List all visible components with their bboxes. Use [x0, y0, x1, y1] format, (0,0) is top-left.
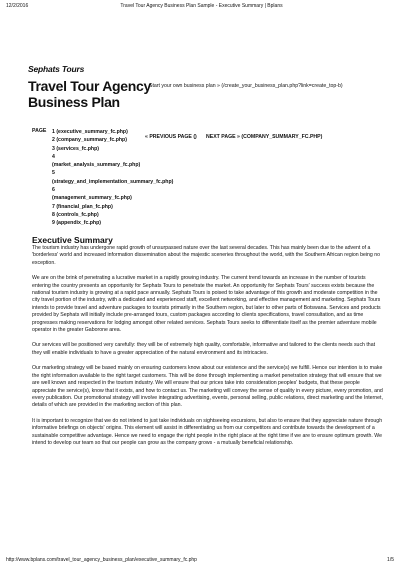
print-page-title: Travel Tour Agency Business Plan Sample - Executive Summary | Bplans: [120, 3, 283, 9]
page-link-4[interactable]: 4: [52, 153, 55, 160]
print-header: [0, 3, 403, 13]
next-page-link[interactable]: NEXT PAGE » (COMPANY_SUMMARY_FC.PHP): [206, 134, 323, 140]
page-link-3[interactable]: 3 (services_fc.php): [52, 145, 99, 152]
page-link-7[interactable]: 7 (financial_plan_fc.php): [52, 203, 113, 210]
page-link-6-target[interactable]: (management_summary_fc.php): [52, 195, 132, 202]
executive-summary-body: [32, 245, 384, 455]
paragraph: We are on the brink of penetrating a lucrative market in a rapidly growing industry. The current trend towards an increase in the number of tourists entering the country presents an opportunity for Sephats Tours to penetrate the market. An opportunity for Sephats Tours' success exists because the national tourism industry is growing at a rapid pace annually. Sephats Tours is poised to take advantage of this growth and moderate competition in the city travel portion of the industry, with a dedicated and experienced staff, excellent networking, and effective management and marketing. Sephats Tours intends to provide travel and adventure packages to tourists primarily in the Southern region, but later to other parts of Botswana. Services and products provided by Sephats will initially include pre-arranged tours, custom packages according to clients specifications, travel consultation, and as time progresses making reservations for lodging amongst other related services. Sephats Tours seeks to differentiate itself as the premier adventure mobile operator in the greater Gaborone area.: [32, 275, 381, 334]
page-label: PAGE: [32, 128, 47, 134]
print-date: 12/2/2016: [6, 3, 29, 9]
page-link-2[interactable]: 2 (company_summary_fc.php): [52, 137, 127, 144]
page-link-6[interactable]: 6: [52, 187, 55, 194]
section-heading: Executive Summary: [32, 235, 113, 245]
page-title: Travel Tour Agency Business Plan: [28, 78, 151, 110]
footer-url: http://www.bplans.com/travel_tour_agency_business_plan/executive_summary_fc.php: [6, 557, 197, 563]
paragraph: Our services will be positioned very carefully: they will be of extremely high quality, comfortable, informative and tailored to the clients needs such that they will enable individuals to have a greater appreciation of the natural environment and its intricacies.: [32, 342, 376, 356]
page-link-8[interactable]: 8 (controls_fc.php): [52, 211, 99, 218]
page-list: [52, 128, 182, 228]
paragraph: It is important to recognize that we do not intend to just take individuals on sightseeing excursions, but also to ensure that they appreciate nature through informative briefings on objects' origins. This element will assist in differentiating us from our competitors and contribute towards the development of a sustainable competitive advantage. Hence we need to engage the right people in the right place at the right time if we are to ensure optimum growth. We intend to develop our team so that our people can grow as the company grows - a mutually beneficial relationship.: [32, 417, 383, 446]
company-name: Sephats Tours: [28, 64, 85, 74]
start-plan-link-text[interactable]: Start your own business plan » (/create_your_business_plan.php?link=create_top-b): [149, 83, 343, 89]
footer-page-number: 1/5: [387, 557, 394, 563]
paragraph: Our marketing strategy will be based mainly on ensuring customers know about our existence and the service(s) we fulfill. Hence our intention is to make the right information available to the right target customers. This will be done through implementing a market penetration strategy that will ensure that we are well known and respected in the tourism industry. We will ensure that our prices take into consideration peoples' budgets, that these people appreciate the service(s), know that it exists, and how to contact us. The marketing will convey the sense of quality in every picture, every promotion, and every publication. Our promotional strategy will involve integrating advertising, events, personal selling, public relations, direct marketing and the Internet, details of which are provided in the marketing section of this plan.: [32, 365, 383, 409]
page-link-4-target[interactable]: (market_analysis_summary_fc.php): [52, 162, 141, 169]
page-link-9[interactable]: 9 (appendix_fc.php): [52, 220, 101, 227]
page-link-5[interactable]: 5: [52, 170, 55, 177]
start-plan-link[interactable]: [149, 83, 384, 90]
page-link-5-target[interactable]: (strategy_and_implementation_summary_fc.php): [52, 178, 174, 185]
page-navigation: [32, 128, 392, 232]
previous-page-link[interactable]: « PREVIOUS PAGE (): [145, 134, 197, 140]
paragraph: The tourism industry has undergone rapid growth of unsurpassed nature over the last several decades. This has mainly been due to the advent of a 'borderless' world and increased information dissemination about the majestic sceneries throughout the world, with the Southern African region being no exception.: [32, 245, 381, 266]
page-link-1[interactable]: 1 (executive_summary_fc.php): [52, 129, 128, 135]
